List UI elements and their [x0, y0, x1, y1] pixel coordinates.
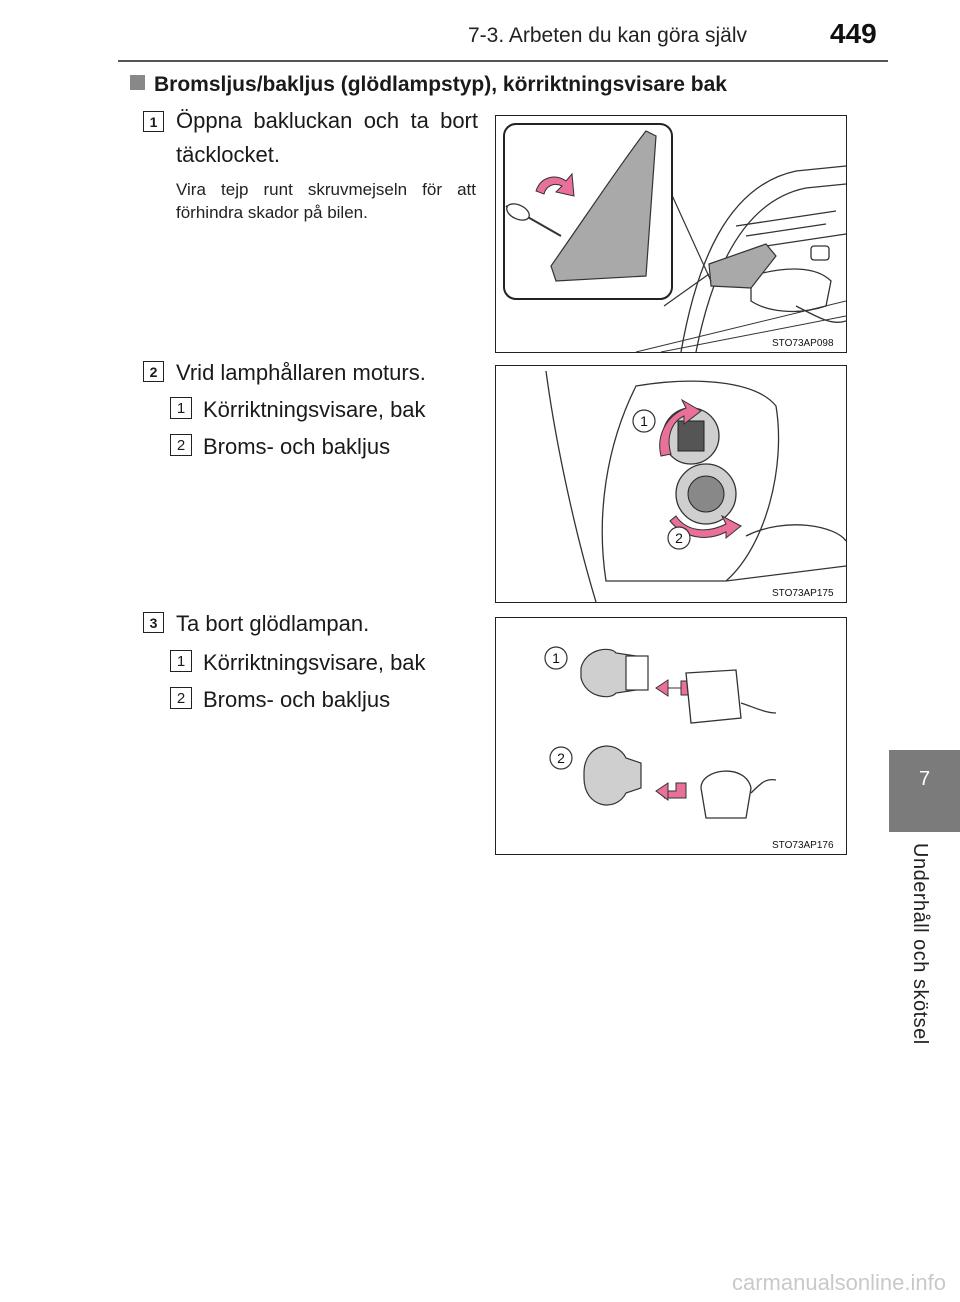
figure-2 — [495, 365, 847, 603]
step-2-item-2-marker: 2 — [170, 434, 192, 456]
figure-1 — [495, 115, 847, 353]
figure-1-illustration — [496, 116, 846, 352]
step-1-text: Öppna bakluckan och ta bort täcklocket. — [176, 108, 478, 167]
chapter-tab — [889, 750, 960, 832]
section-title-text: Bromsljus/bakljus (glödlampstyp), körriktningsvisare bak — [154, 73, 727, 96]
step-3-item-2-label: Broms- och bakljus — [203, 687, 391, 712]
watermark: carmanualsonline.info — [731, 1270, 946, 1295]
chapter-number: 7 — [918, 768, 931, 790]
figure-2-callout-1: 1 — [640, 413, 648, 429]
section-title — [130, 73, 727, 97]
step-2-marker: 2 — [143, 361, 164, 382]
figure-3-callout-1: 1 — [552, 650, 560, 666]
figure-3-illustration — [496, 618, 846, 854]
section-square-icon — [130, 75, 145, 90]
chapter-title: Underhåll och skötsel — [909, 843, 931, 1045]
step-1-marker: 1 — [143, 111, 164, 132]
step-2-item-2-label: Broms- och bakljus — [203, 434, 391, 459]
step-3-text: Ta bort glödlampan. — [176, 611, 370, 636]
step-3-item-2-marker: 2 — [170, 687, 192, 709]
step-2-text: Vrid lamphållaren moturs. — [176, 360, 426, 385]
figure-3 — [495, 617, 847, 855]
figure-3-callout-2: 2 — [557, 750, 565, 766]
running-header: 7-3. Arbeten du kan göra själv — [468, 24, 748, 47]
step-3-marker: 3 — [143, 612, 164, 633]
figure-2-callout-2: 2 — [675, 530, 683, 546]
figure-3-code: STO73AP176 — [772, 840, 834, 851]
figure-2-code: STO73AP175 — [772, 588, 834, 599]
page-number: 449 — [830, 18, 877, 49]
step-3-item-1-label: Körriktningsvisare, bak — [203, 650, 426, 675]
step-2-item-1-label: Körriktningsvisare, bak — [203, 397, 426, 422]
step-2-item-1-marker: 1 — [170, 397, 192, 419]
figure-1-code: STO73AP098 — [772, 338, 834, 349]
step-3-item-1-marker: 1 — [170, 650, 192, 672]
header-rule — [118, 60, 888, 62]
step-1-note: Vira tejp runt skruvmejseln för att förhindra skador på bilen. — [176, 180, 476, 222]
figure-2-illustration — [496, 366, 846, 602]
